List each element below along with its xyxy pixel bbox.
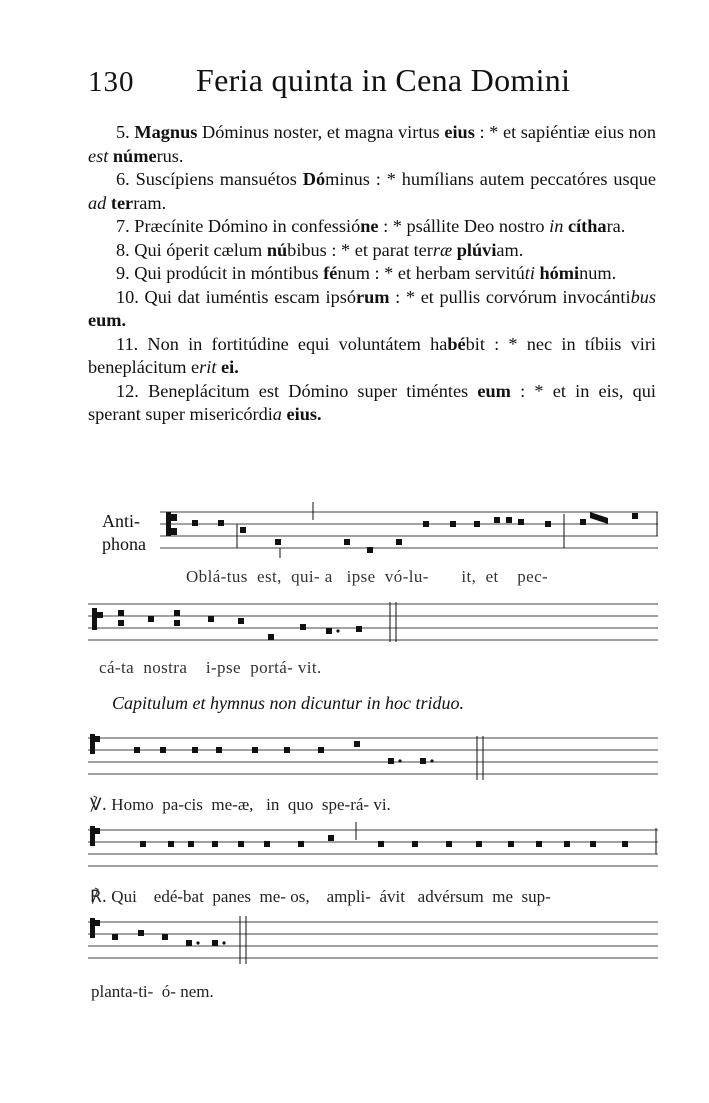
verse-text: plúvi	[456, 239, 497, 260]
verse-number: 11.	[116, 333, 139, 354]
verse-text: eius.	[286, 404, 322, 424]
page-header	[88, 62, 658, 106]
verse-number: 8.	[116, 239, 130, 260]
verse-text: Qui prodúcit in móntibus	[134, 263, 324, 283]
antiphon-staff-1	[160, 500, 658, 570]
responsory-staff-2	[88, 912, 658, 972]
antiphon-label-line2: phona	[102, 534, 146, 554]
antiphon-label-line1: Anti-	[102, 511, 140, 531]
verse-text: : * et in eis, qui sperant super misericórdi	[88, 380, 656, 424]
responsory-text	[90, 887, 551, 907]
verse-text: cítha	[567, 216, 607, 236]
antiphon-lyrics-line2: cá-ta nostra i-pse portá- vit.	[99, 658, 322, 677]
versicle-lyrics: Homo pa-cis me-æ, in quo spe-rá- vi.	[107, 795, 391, 814]
responsory-staff-1	[88, 820, 658, 880]
verse-text: num.	[579, 263, 617, 283]
verse-text: : * et sapiéntiæ eius non	[474, 122, 656, 142]
verse-text: am.	[496, 239, 524, 260]
verse-text: bus	[630, 286, 656, 307]
psalm-verse	[88, 380, 656, 427]
responsory-text-continued: planta-ti- ó- nem.	[91, 982, 214, 1001]
antiphon-staff-2	[88, 596, 658, 656]
versicle-staff-svg	[88, 728, 658, 788]
verse-text: nú	[266, 239, 288, 260]
verse-text: rit	[199, 357, 217, 377]
versicle-symbol: ℣.	[90, 795, 108, 815]
antiphon-lyrics-line1: Oblá-tus est, qui- a ipse vó-lu- it, et pec-	[186, 567, 549, 586]
verse-text: a	[272, 404, 282, 424]
verse-text: ad	[88, 192, 107, 213]
verse-text: Beneplácitum est Dómino super timéntes	[148, 380, 478, 401]
psalm-verse	[88, 286, 656, 333]
verse-text: ti	[524, 263, 535, 283]
verse-text: ter	[110, 192, 134, 213]
responsory-symbol: ℟.	[90, 887, 108, 907]
verse-text: Dó	[302, 169, 326, 189]
verse-number: 7.	[116, 216, 130, 236]
verse-text: minus : * humílians autem peccatóres usque	[325, 169, 656, 189]
responsory-staff-2-svg	[88, 912, 658, 972]
running-title: Feria quinta in Cena Domini	[196, 62, 571, 98]
verse-text: hómi	[539, 263, 580, 283]
verse-text: Magnus	[134, 122, 198, 142]
verse-text: rum	[356, 286, 390, 307]
verse-text: : * psállite Deo nostro	[378, 216, 550, 236]
verse-text: eum	[477, 380, 511, 401]
verse-text: eum.	[88, 310, 127, 330]
verse-text: bit : * nec in tíbiis viri beneplácitum e	[88, 333, 656, 377]
verse-text: ne	[360, 216, 379, 236]
verse-text: ei.	[221, 357, 239, 377]
verse-text: num : * et herbam servitú	[337, 263, 525, 283]
psalm-verse	[88, 168, 656, 215]
verse-text: núme	[112, 145, 157, 166]
verse-text: ra.	[606, 216, 626, 236]
verse-number: 12.	[116, 380, 139, 401]
rubric: Capitulum et hymnus non dicuntur in hoc triduo.	[112, 693, 464, 713]
psalm-verse	[88, 262, 656, 286]
verse-text: bibus : * et parat ter	[287, 239, 433, 260]
verse-text: Non in fortitúdine equi voluntátem ha	[147, 333, 448, 354]
verse-number: 6.	[116, 169, 130, 189]
page-number: 130	[88, 66, 135, 98]
verse-text: Qui dat iuméntis escam ipsó	[144, 286, 356, 307]
verse-text: Dóminus noster, et magna virtus	[197, 122, 445, 142]
verse-text: eius	[444, 122, 475, 142]
verse-text: rus.	[156, 145, 184, 166]
verse-text: fé	[323, 263, 338, 283]
psalm-verses	[88, 121, 656, 427]
psalm-verse	[88, 333, 656, 380]
antiphon-staff-2-svg	[88, 596, 658, 656]
verse-text: Præcínite Dómino in confessió	[134, 216, 361, 236]
psalm-verse	[88, 121, 656, 168]
verse-text: bé	[447, 333, 466, 354]
verse-text: : * et pullis corvórum invocánti	[389, 286, 631, 307]
responsory-lyrics: Qui edé-bat panes me- os, ampli- ávit advérsum me sup-	[107, 887, 551, 906]
verse-text: est	[88, 145, 109, 166]
verse-number: 9.	[116, 263, 130, 283]
verse-number: 10.	[116, 286, 139, 307]
antiphon-staff-1-svg	[160, 500, 658, 570]
responsory-staff-1-svg	[88, 820, 658, 880]
verse-text: Qui óperit cælum	[134, 239, 267, 260]
versicle-text	[90, 795, 391, 815]
verse-number: 5.	[116, 122, 130, 142]
verse-text: in	[549, 216, 564, 236]
verse-text: ram.	[133, 192, 167, 213]
psalm-verse	[88, 215, 656, 239]
verse-text: Suscípiens mansuétos	[135, 169, 303, 189]
antiphon-label	[102, 510, 146, 556]
versicle-staff	[88, 728, 658, 788]
verse-text: ræ	[432, 239, 453, 260]
psalm-verse	[88, 239, 656, 263]
